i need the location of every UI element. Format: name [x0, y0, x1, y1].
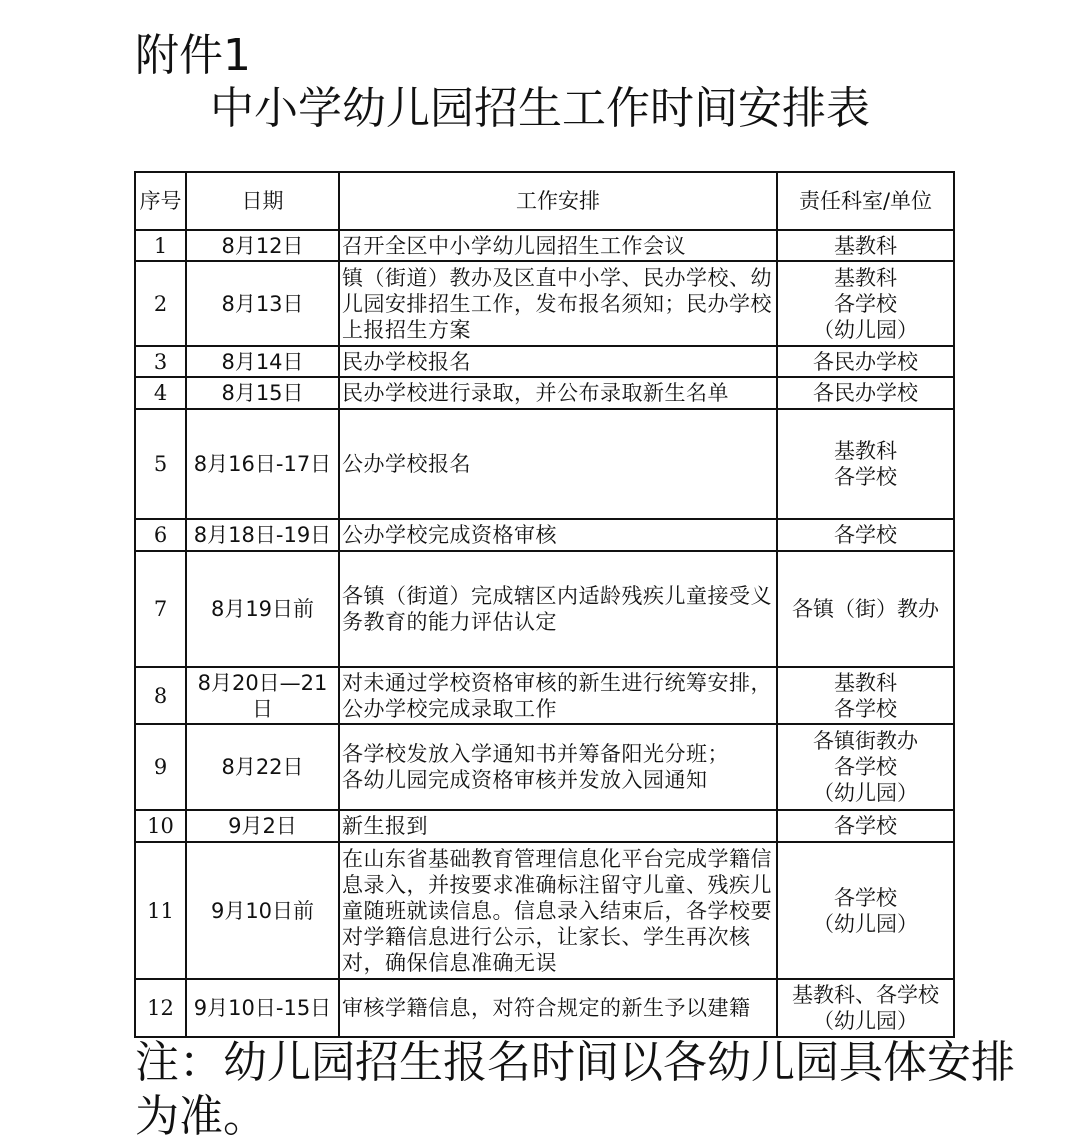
row-task: 各镇（街道）完成辖区内适龄残疾儿童接受义务教育的能力评估认定	[339, 551, 777, 667]
table-row	[135, 551, 954, 667]
table-header-row	[135, 172, 954, 230]
row-task: 民办学校报名	[339, 346, 777, 377]
schedule-table	[134, 171, 955, 1038]
table-row	[135, 519, 954, 551]
header-seq: 序号	[135, 172, 186, 230]
row-date: 8月20日—21日	[186, 667, 339, 724]
row-date: 9月10日-15日	[186, 979, 339, 1037]
table-row	[135, 346, 954, 377]
row-number: 3	[135, 346, 186, 377]
row-unit: 基教科 各学校 （幼儿园）	[777, 261, 954, 346]
row-date: 8月16日-17日	[186, 409, 339, 519]
row-unit: 各学校	[777, 519, 954, 551]
table-row	[135, 724, 954, 810]
table-row	[135, 230, 954, 261]
header-task: 工作安排	[339, 172, 777, 230]
row-date: 9月10日前	[186, 842, 339, 979]
row-task: 镇（街道）教办及区直中小学、民办学校、幼儿园安排招生工作，发布报名须知；民办学校上报招生方案	[339, 261, 777, 346]
row-date: 8月19日前	[186, 551, 339, 667]
row-task: 在山东省基础教育管理信息化平台完成学籍信息录入，并按要求准确标注留守儿童、残疾儿童随班就读信息。信息录入结束后，各学校要对学籍信息进行公示，让家长、学生再次核对，确保信息准确无误	[339, 842, 777, 979]
row-unit: 各民办学校	[777, 377, 954, 409]
row-date: 8月18日-19日	[186, 519, 339, 551]
row-date: 8月12日	[186, 230, 339, 261]
header-unit: 责任科室/单位	[777, 172, 954, 230]
row-task: 公办学校完成资格审核	[339, 519, 777, 551]
header-date: 日期	[186, 172, 339, 230]
row-unit: 各镇街教办 各学校 （幼儿园）	[777, 724, 954, 810]
footnote: 注：幼儿园招生报名时间以各幼儿园具体安排为准。	[135, 1037, 1015, 1142]
row-number: 9	[135, 724, 186, 810]
row-unit: 基教科 各学校	[777, 667, 954, 724]
row-task: 公办学校报名	[339, 409, 777, 519]
table-row	[135, 842, 954, 979]
row-number: 7	[135, 551, 186, 667]
row-number: 11	[135, 842, 186, 979]
row-number: 4	[135, 377, 186, 409]
table-row	[135, 979, 954, 1037]
row-number: 6	[135, 519, 186, 551]
row-number: 2	[135, 261, 186, 346]
row-number: 12	[135, 979, 186, 1037]
document-title: 中小学幼儿园招生工作时间安排表	[210, 83, 870, 134]
row-task: 民办学校进行录取，并公布录取新生名单	[339, 377, 777, 409]
row-unit: 基教科 各学校	[777, 409, 954, 519]
row-number: 1	[135, 230, 186, 261]
row-task: 各学校发放入学通知书并筹备阳光分班； 各幼儿园完成资格审核并发放入园通知	[339, 724, 777, 810]
row-date: 8月14日	[186, 346, 339, 377]
row-unit: 基教科、各学校 （幼儿园）	[777, 979, 954, 1037]
row-number: 10	[135, 810, 186, 842]
row-date: 8月22日	[186, 724, 339, 810]
row-number: 5	[135, 409, 186, 519]
row-unit: 基教科	[777, 230, 954, 261]
row-unit: 各镇（街）教办	[777, 551, 954, 667]
row-task: 召开全区中小学幼儿园招生工作会议	[339, 230, 777, 261]
table-row	[135, 377, 954, 409]
row-date: 8月15日	[186, 377, 339, 409]
table-row	[135, 810, 954, 842]
table-row	[135, 261, 954, 346]
row-date: 9月2日	[186, 810, 339, 842]
row-unit: 各学校 （幼儿园）	[777, 842, 954, 979]
table-row	[135, 667, 954, 724]
row-unit: 各学校	[777, 810, 954, 842]
row-task: 审核学籍信息，对符合规定的新生予以建籍	[339, 979, 777, 1037]
row-unit: 各民办学校	[777, 346, 954, 377]
row-task: 对未通过学校资格审核的新生进行统筹安排，公办学校完成录取工作	[339, 667, 777, 724]
row-task: 新生报到	[339, 810, 777, 842]
row-number: 8	[135, 667, 186, 724]
attachment-label: 附件1	[135, 30, 251, 81]
table-row	[135, 409, 954, 519]
row-date: 8月13日	[186, 261, 339, 346]
